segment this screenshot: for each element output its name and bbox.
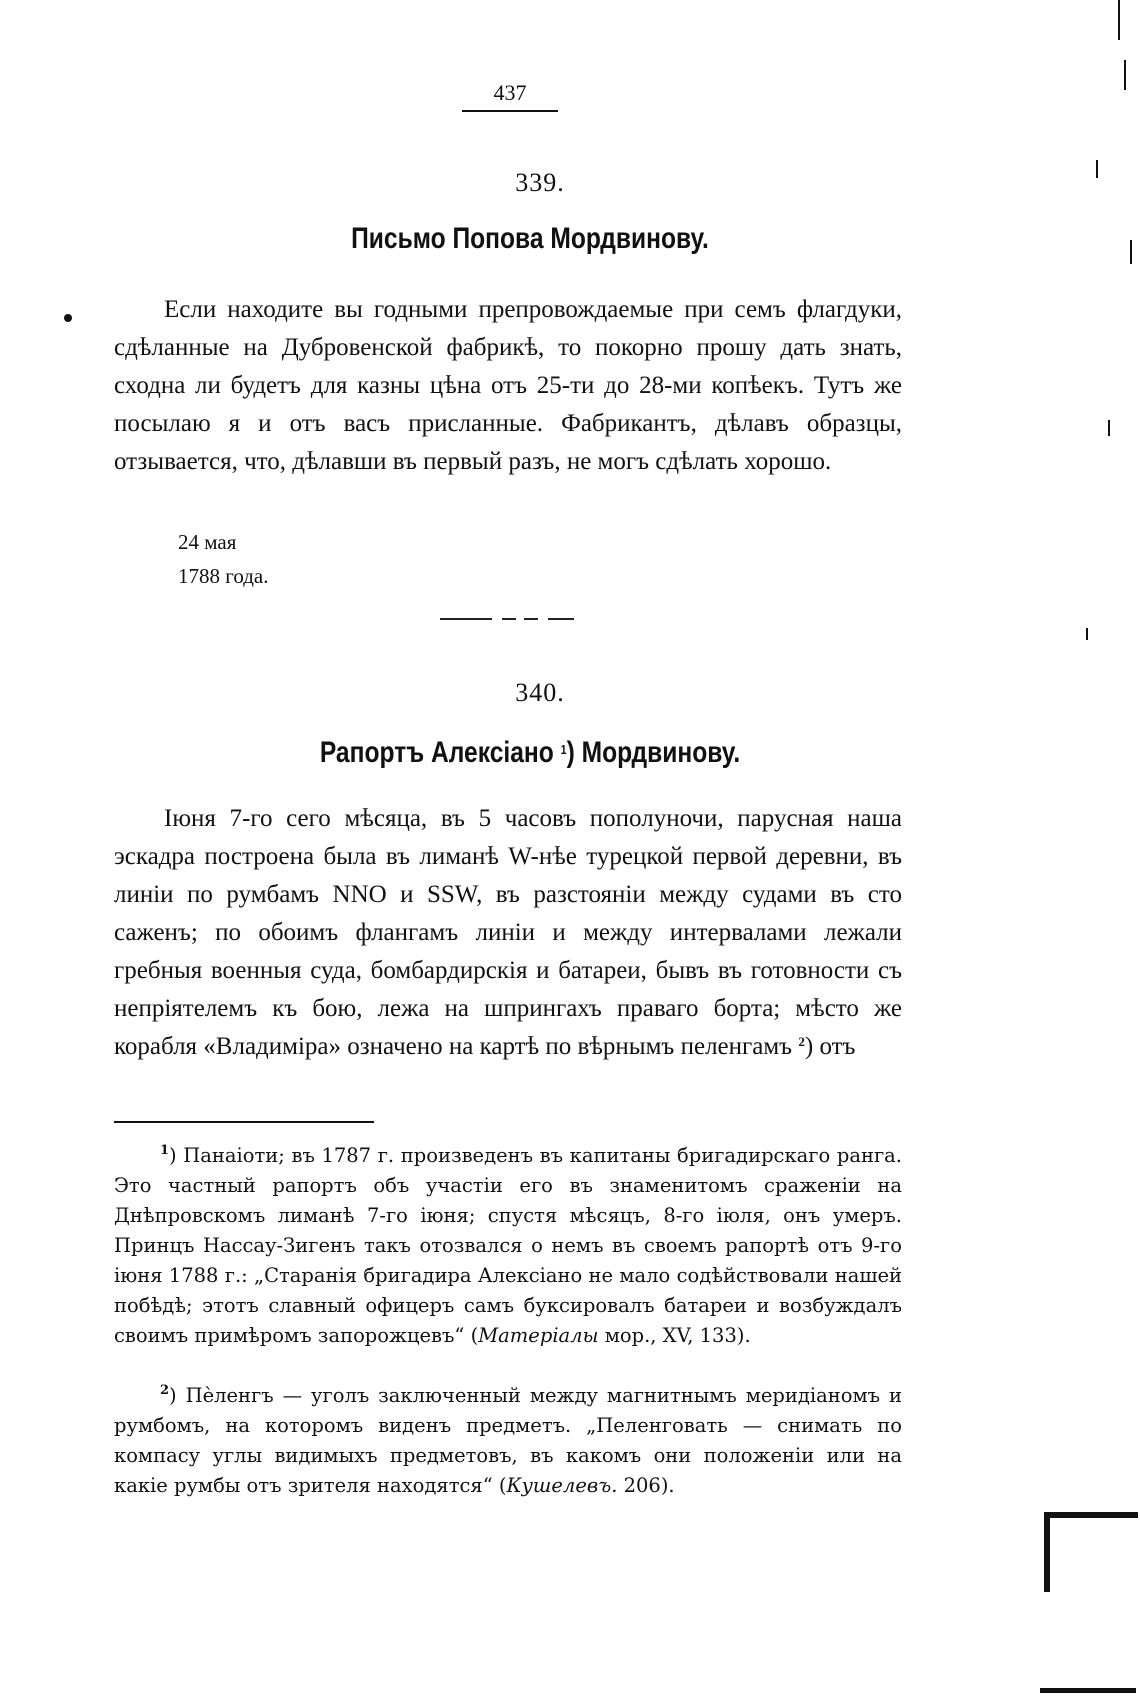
page-number: 437 bbox=[493, 80, 527, 105]
footnote-text: ) Пѐленгъ — уголъ заключенный между магнитнымъ меридіаномъ и румбомъ, на которомъ виденъ предметъ. „Пеленговать — снимать по компасу углы видимыхъ предметовъ, въ какомъ они положеніи или на какіе румбы отъ зрителя находятся“ ( bbox=[114, 1384, 902, 1497]
footnote-source: Кушелевъ. bbox=[506, 1474, 618, 1497]
footnote-text-end: 206). bbox=[617, 1474, 675, 1497]
margin-dot bbox=[64, 314, 72, 322]
document-body: Если находите вы годными препровождаемые при семъ флагдуки, сдѣланные на Дубровенской фабрикѣ, то покорно прошу дать знать, сходна ли будетъ для казны цѣна отъ 25-ти до 28-ми копѣекъ. Тутъ же посылаю я и отъ васъ присланные. Фабрикантъ, дѣлавъ образцы, отзывается, что, дѣлавши въ первый разъ, не могъ сдѣлать хорошо. bbox=[114, 296, 902, 475]
footnote-ref: 2 bbox=[798, 1034, 805, 1049]
page-number-rule bbox=[462, 110, 558, 112]
document-number: 339. bbox=[515, 168, 565, 197]
body-text: Іюня 7-го сего мѣсяца, въ 5 часовъ пополуночи, парусная наша эскадра построена была въ лиманѣ W-нѣе турецкой первой деревни, въ линіи по румбамъ NNO и SSW, въ разстояніи между судами въ сто саженъ; по обоимъ флангамъ линіи и между интервалами лежали гребныя военныя суда, бомбардирскія и батареи, бывъ въ готовности съ непріятелемъ къ бою, лежа на шпрингахъ праваго борта; мѣсто же корабля «Владиміра» означено на картѣ по вѣрнымъ пеленгамъ bbox=[114, 805, 902, 1060]
document-number: 340. bbox=[515, 678, 565, 707]
footnote-ref: 1 bbox=[560, 742, 567, 757]
footnote-rule bbox=[114, 1121, 374, 1123]
document-title: Письмо Попова Мордвинову. bbox=[351, 222, 709, 255]
letter-date-year: 1788 года. bbox=[178, 564, 269, 588]
letter-date-day: 24 мая bbox=[178, 530, 237, 554]
footnote-source: Матеріалы bbox=[478, 1324, 599, 1347]
footnote bbox=[114, 1381, 902, 1501]
title-text: Рапортъ Алексіано bbox=[319, 736, 554, 769]
title-text-end: ) Мордвинову. bbox=[566, 736, 741, 769]
footnote bbox=[114, 1141, 902, 1351]
footnote-mark: 1 bbox=[160, 1143, 170, 1158]
footnote-mark: 2 bbox=[160, 1383, 170, 1398]
footnote-text-end: мор., XV, 133). bbox=[598, 1324, 751, 1347]
footnote-text: ) Панаіоти; въ 1787 г. произведенъ въ капитаны бригадирскаго ранга. Это частный рапортъ объ участіи его въ знаменитомъ сраженіи на Днѣпровскомъ лиманѣ 7-го іюня; спустя мѣсяцъ, 8-го іюля, онъ умеръ. Принцъ Нассау-Зигенъ такъ отозвался о немъ въ своемъ рапортѣ отъ 9-го іюня 1788 г.: „Старанія бригадира Алексіано не мало содѣйствовали нашей побѣдѣ; этотъ славный офицеръ самъ буксировалъ батареи и возбуждалъ своимъ примѣромъ запорожцевъ“ ( bbox=[114, 1144, 902, 1347]
document-body bbox=[114, 800, 902, 1066]
body-text-end: ) отъ bbox=[804, 1033, 856, 1060]
document-title bbox=[95, 736, 964, 770]
